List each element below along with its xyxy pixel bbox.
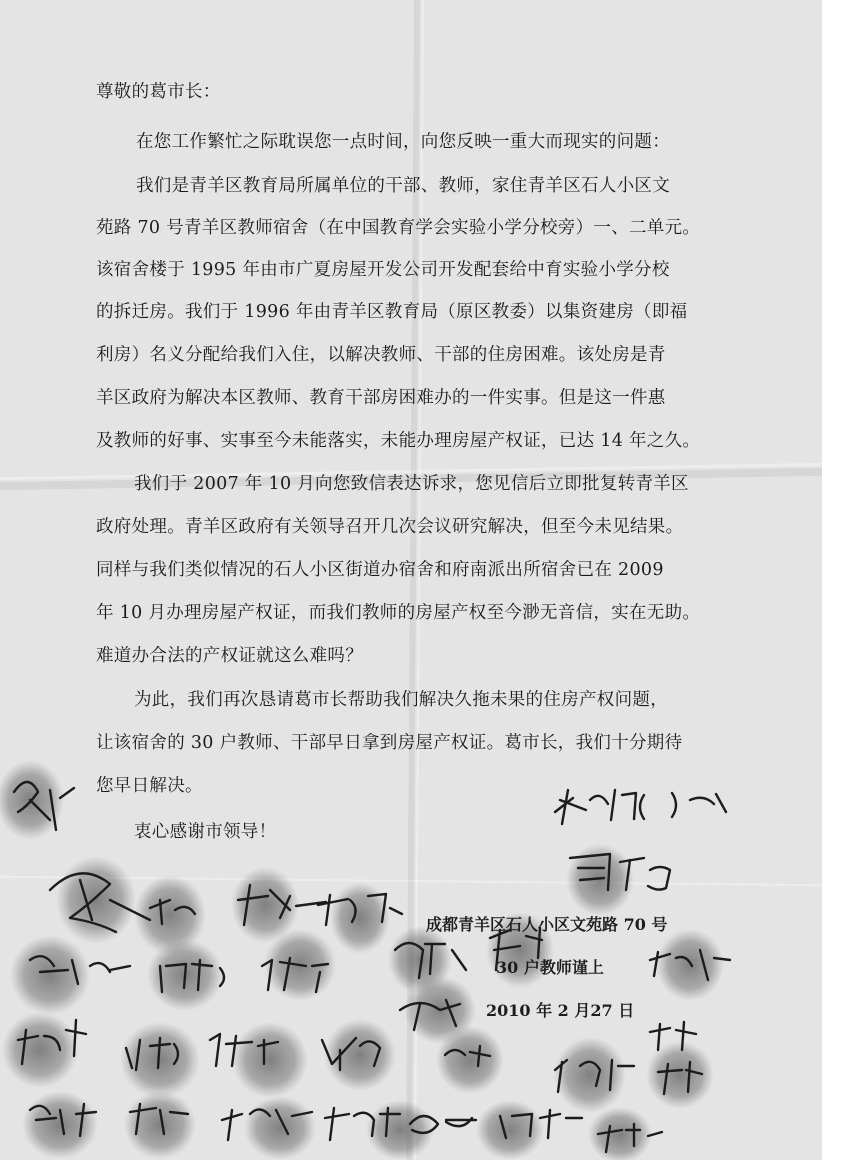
body-line: 您早日解决。: [96, 776, 203, 796]
fingerprint: [124, 1091, 196, 1159]
fingerprint: [232, 1022, 308, 1098]
body-line: 政府处理。青羊区政府有关领导召开几次会议研究解决，但至今未见结果。: [96, 517, 684, 537]
sender-group: 30 户教师谨上: [496, 958, 604, 977]
fingerprint: [476, 1100, 544, 1160]
body-line: 我们是青羊区教育局所属单位的干部、教师，家住青羊区石人小区文: [136, 176, 670, 196]
fingerprint: [2, 1012, 78, 1088]
fingerprint: [10, 935, 90, 1015]
fingerprint: [22, 1091, 98, 1159]
scan-margin: [822, 0, 850, 1160]
handwritten-signature-strokes: [14, 782, 730, 1152]
body-line: 羊区政府为解决本区教师、教育干部房困难办的一件实事。但是这一件惠: [96, 388, 666, 408]
body-line: 我们于 2007 年 10 月向您致信表达诉求，您见信后立即批复转青羊区: [134, 474, 689, 494]
fingerprint: [656, 929, 724, 1001]
fingerprint-marks: [0, 760, 724, 1160]
letter-date: 2010 年 2 月27 日: [486, 1001, 635, 1020]
fingerprint: [436, 1026, 504, 1094]
body-line: 及教师的好事、实事至今未能落实，未能办理房屋产权证，已达 14 年之久。: [96, 431, 701, 451]
sender-address: 成都青羊区石人小区文苑路 70 号: [426, 915, 668, 934]
body-line: 苑路 70 号青羊区教师宿舍（在中国教育学会实验小学分校旁）一、二单元。: [96, 218, 701, 238]
salutation: 尊敬的葛市长：: [96, 82, 221, 102]
closing-thanks: 衷心感谢市领导！: [134, 822, 277, 842]
fingerprint: [120, 1022, 200, 1098]
fingerprint: [56, 856, 136, 944]
body-line: 的拆迁房。我们于 1996 年由青羊区教育局（原区教委）以集资建房（即福: [96, 302, 688, 322]
body-line: 在您工作繁忙之际耽误您一点时间，向您反映一重大而现实的问题：: [136, 132, 670, 152]
body-line: 让该宿舍的 30 户教师、干部早日拿到房屋产权证。葛市长，我们十分期待: [96, 733, 683, 753]
body-line: 年 10 月办理房屋产权证，而我们教师的房屋产权至今渺无音信，实在无助。: [96, 603, 701, 623]
signature-stroke: [555, 790, 726, 824]
fingerprint: [554, 1037, 626, 1113]
body-line: 为此，我们再次恳请葛市长帮助我们解决久拖未果的住房产权问题，: [134, 690, 668, 710]
body-line: 该宿舍楼于 1995 年由市广夏房屋开发公司开发配套给中育实验小学分校: [96, 260, 670, 280]
fingerprint: [646, 1041, 714, 1109]
body-line: 利房）名义分配给我们入住，以解决教师、干部的住房困难。该处房是青: [96, 345, 666, 365]
body-line: 难道办合法的产权证就这么难吗？: [96, 646, 363, 666]
fingerprint: [330, 882, 390, 954]
fingerprint: [244, 1096, 316, 1160]
fingerprint: [324, 1019, 396, 1091]
body-line: 同样与我们类似情况的石人小区街道办宿舍和府南派出所宿舍已在 2009: [96, 560, 664, 580]
fingerprint: [366, 1100, 434, 1160]
